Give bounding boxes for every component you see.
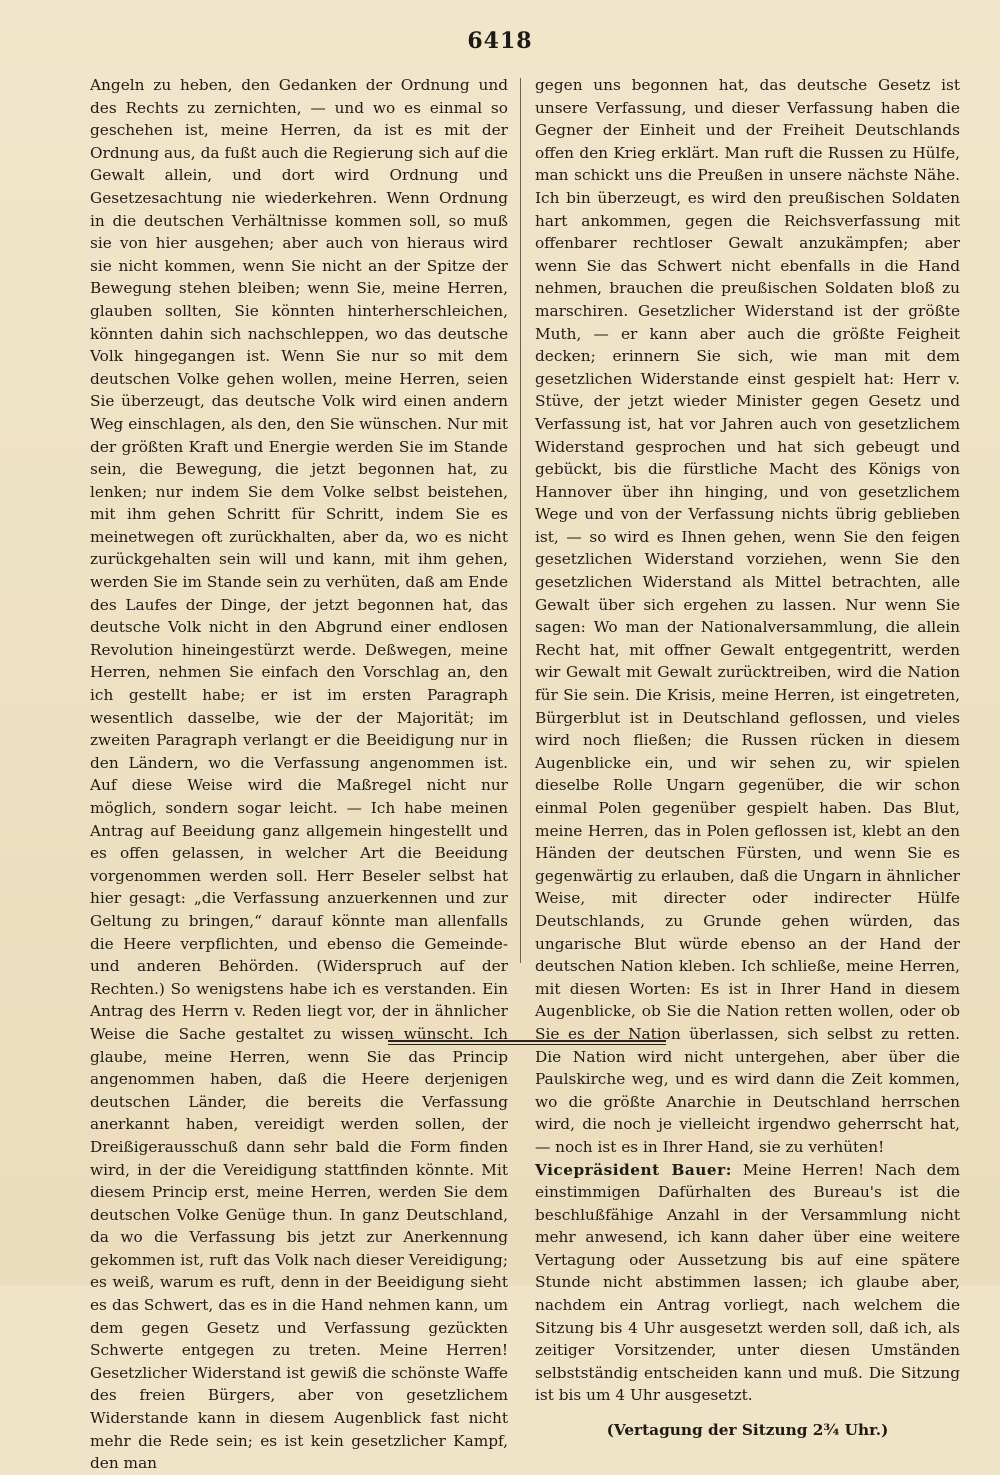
page-number: 6418: [467, 28, 533, 54]
left-column: [90, 74, 508, 1475]
right-column: [535, 74, 960, 1442]
column-divider: [520, 78, 521, 963]
speaker-name: Vicepräsident Bauer:: [535, 1160, 732, 1179]
end-rule: [388, 1040, 666, 1045]
left-column-paragraph: Angeln zu heben, den Gedanken der Ordnung und des Rechts zu zernichten, — und wo es einmal so geschehen ist, meine Herren, da ist es mit der Ordnung aus, da fußt auch die Regierung sich auf die Gewalt allein, und dort wird Ordnung und Gesetzesachtung nie wiederkehren. Wenn Ordnung in die deutschen Verhältnisse kommen soll, so muß sie von hier ausgehen; aber auch von hieraus wird sie nicht kommen, wenn Sie nicht an der Spitze der Bewegung stehen bleiben; wenn Sie, meine Herren, glauben sollten, Sie könnten hinterherschleichen, könnten dahin sich nachschleppen, wo das deutsche Volk hingegangen ist. Wenn Sie nur so mit dem deutschen Volke gehen wollen, meine Herren, seien Sie überzeugt, das deutsche Volk wird einen andern Weg einschlagen, als den, den Sie wünschen. Nur mit der größten Kraft und Energie werden Sie im Stande sein, die Bewegung, die jetzt begonnen hat, zu lenken; nur indem Sie dem Volke selbst beistehen, mit ihm gehen Schritt für Schritt, indem Sie es meinetwegen oft zurückhalten, aber da, wo es nicht zurückgehalten sein will und kann, mit ihm gehen, werden Sie im Stande sein zu verhüten, daß am Ende des Laufes der Dinge, der jetzt begonnen hat, das deutsche Volk nicht in den Abgrund einer endlosen Revolution hineingestürzt werde. Deßwegen, meine Herren, nehmen Sie einfach den Vorschlag an, den ich gestellt habe; er ist im ersten Paragraph wesentlich dasselbe, wie der der Majorität; im zweiten Paragraph verlangt er die Beeidigung nur in den Ländern, wo die Verfassung angenommen ist. Auf diese Weise wird die Maßregel nicht nur möglich, sondern sogar leicht. — Ich habe meinen Antrag auf Beeidung ganz allgemein hingestellt und es offen gelassen, in welcher Art die Beeidung vorgenommen werden soll. Herr Beseler selbst hat hier gesagt: „die Verfassung anzuerkennen und zur Geltung zu bringen,“ darauf könnte man allenfalls die Heere verpflichten, und ebenso die Gemeinde- und anderen Behörden. (Widerspruch auf der Rechten.) So wenigstens habe ich es verstanden. Ein Antrag des Herrn v. Reden liegt vor, der in ähnlicher Weise die Sache gestaltet zu wissen wünscht. Ich glaube, meine Herren, wenn Sie das Princip angenommen haben, daß die Heere derjenigen deutschen Länder, die bereits die Verfassung anerkannt haben, vereidigt werden sollen, der Dreißigerausschuß dann sehr bald die Form finden wird, in der die Vereidigung stattfinden könnte. Mit diesem Princip erst, meine Herren, werden Sie dem deutschen Volke Genüge thun. In ganz Deutschland, da wo die Verfassung bis jetzt zur Anerkennung gekommen ist, ruft das Volk nach dieser Vereidigung; es weiß, warum es ruft, denn in der Beeidigung sieht es das Schwert, das es in die Hand nehmen kann, um dem gegen Gesetz und Verfassung gezückten Schwerte entgegen zu treten. Meine Herren! Gesetzlicher Widerstand ist gewiß die schönste Waffe des freien Bürgers, aber von gesetzlichem Widerstande kann in diesem Augenblick fast nicht mehr die Rede sein; es ist kein gesetzlicher Kampf, den man: [90, 76, 508, 1473]
speaker-text: Meine Herren! Nach dem einstimmigen Dafürhalten des Bureau's ist die beschlußfähige Anzahl in der Versammlung nicht mehr anwesend, ich kann daher über eine weitere Vertagung oder Aussetzung bis auf eine spätere Stunde nicht abstimmen lassen; ich glaube aber, nachdem ein Antrag vorliegt, nach welchem die Sitzung bis 4 Uhr ausgesetzt werden soll, daß ich, als zeitiger Vorsitzender, unter diesen Umständen selbstständig entscheiden kann und muß. Die Sitzung ist bis um 4 Uhr ausgesetzt.: [535, 1160, 960, 1405]
right-column-paragraph: gegen uns begonnen hat, das deutsche Gesetz ist unsere Verfassung, und dieser Verfassung haben die Gegner der Einheit und der Freiheit Deutschlands offen den Krieg erklärt. Man ruft die Russen zu Hülfe, man schickt uns die Preußen in unsere nächste Nähe. Ich bin überzeugt, es wird den preußischen Soldaten hart ankommen, gegen die Reichsverfassung mit offenbarer rechtloser Gewalt anzukämpfen; aber wenn Sie das Schwert nicht ebenfalls in die Hand nehmen, brauchen die preußischen Soldaten bloß zu marschiren. Gesetzlicher Widerstand ist der größte Muth, — er kann aber auch die größte Feigheit decken; erinnern Sie sich, wie man mit dem gesetzlichen Widerstande einst gespielt hat: Herr v. Stüve, der jetzt wieder Minister gegen Gesetz und Verfassung ist, hat vor Jahren auch von gesetzlichem Widerstand gesprochen und hat sich gebeugt und gebückt, bis die fürstliche Macht des Königs von Hannover über ihn hinging, und von gesetzlichem Wege und von der Verfassung nichts übrig geblieben ist, — so wird es Ihnen gehen, wenn Sie den feigen gesetzlichen Widerstand vorziehen, wenn Sie den gesetzlichen Widerstand als Mittel betrachten, alle Gewalt über sich ergehen zu lassen. Nur wenn Sie sagen: Wo man der Nationalversammlung, die allein Recht hat, mit offner Gewalt entgegentritt, werden wir Gewalt mit Gewalt zurücktreiben, wird die Nation für Sie sein. Die Krisis, meine Herren, ist eingetreten, Bürgerblut ist in Deutschland geflossen, und vieles wird noch fließen; die Russen rücken in diesem Augenblicke ein, und wir sehen zu, wir spielen dieselbe Rolle Ungarn gegenüber, die wir schon einmal Polen gegenüber gespielt haben. Das Blut, meine Herren, das in Polen geflossen ist, klebt an den Händen der deutschen Fürsten, und wenn Sie es gegenwärtig zu erlauben, daß die Ungarn in ähnlicher Weise, mit directer oder indirecter Hülfe Deutschlands, zu Grunde gehen würden, das ungarische Blut würde ebenso an der Hand der deutschen Nation kleben. Ich schließe, meine Herren, mit diesen Worten: Es ist in Ihrer Hand in diesem Augenblicke, ob Sie die Nation retten wollen, oder ob Sie es der Nation überlassen, sich selbst zu retten. Die Nation wird nicht untergehen, aber über die Paulskirche weg, und es wird dann die Zeit kommen, wo die größte Anarchie in Deutschland herrschen wird, die noch je vielleicht irgendwo geherrscht hat, — noch ist es in Ihrer Hand, sie zu verhüten!: [535, 76, 960, 1156]
adjournment-note: (Vertagung der Sitzung 2¾ Uhr.): [606, 1421, 889, 1440]
speaker-paragraph: [535, 1159, 960, 1408]
